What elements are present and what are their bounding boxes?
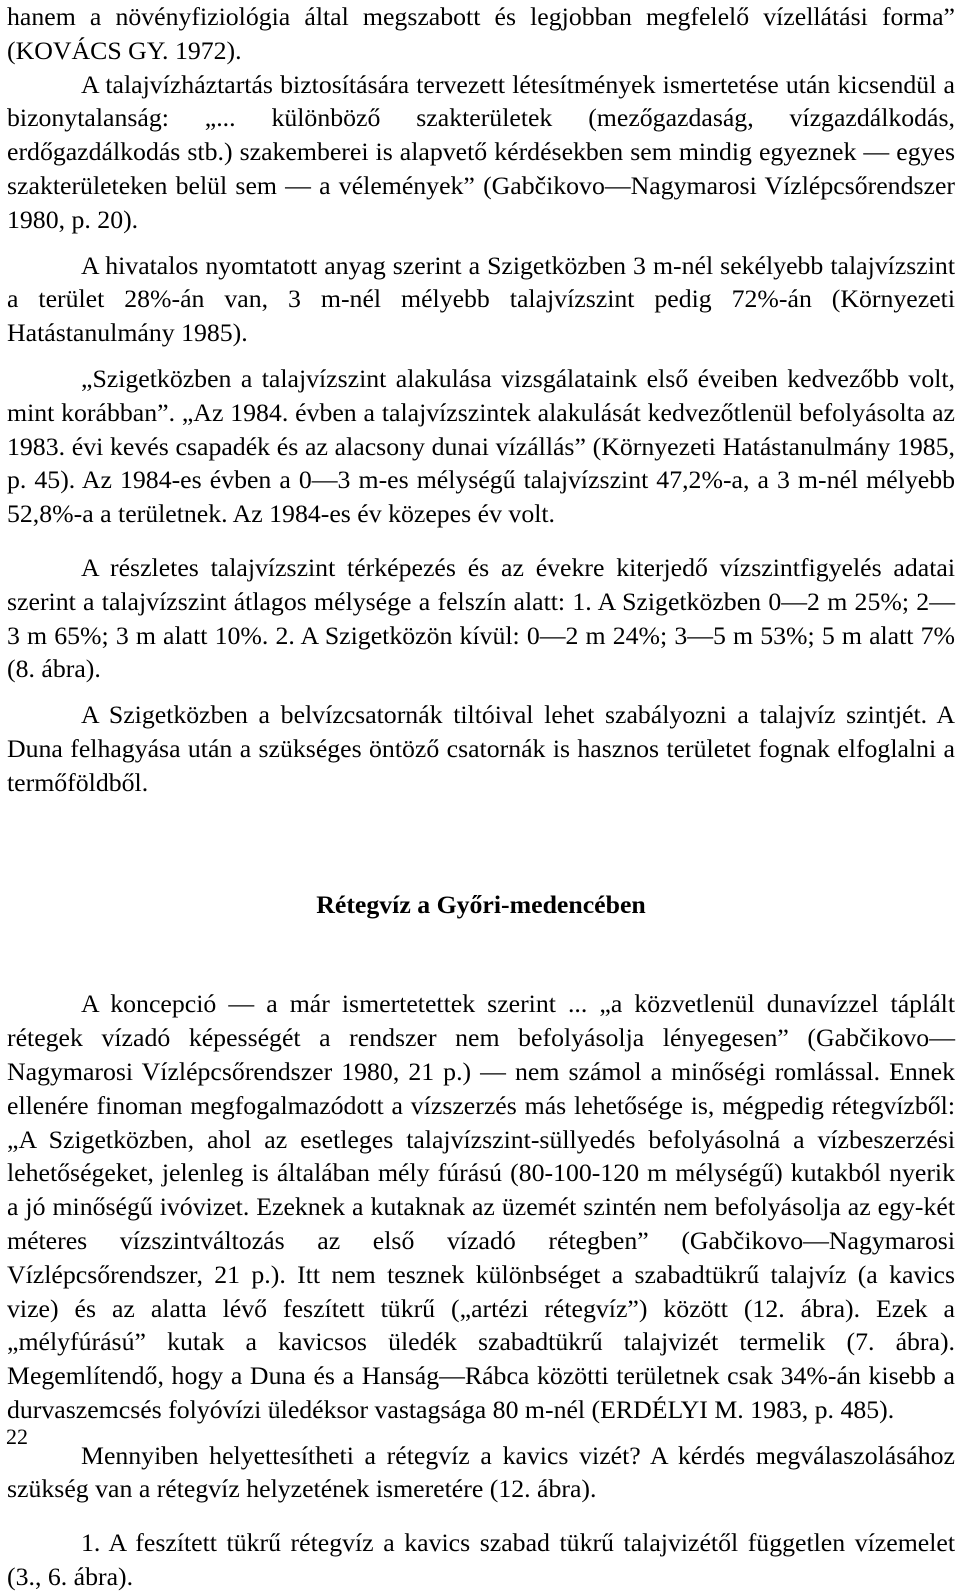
paragraph-2: A talajvízháztartás biztosítására tervezett létesítmények ismertetése után kicsendül a bizonytalanság: „... különböző szakterületek (mezőgazdaság, vízgazdálkodás, erdőgazdálkodás stb.) szakemberei is alapvető kérdésekben sem mindig egyeznek — egyes szakterületeken belül sem — a vélemények” (Gabčikovo—Nagymarosi Vízlépcsőrendszer 1980, p. 20). [7, 69, 955, 234]
paragraph-4: „Szigetközben a talajvízszint alakulása vizsgálataink első éveiben kedvezőbb volt, mint korábban”. „Az 1984. évben a talajvízszintek alakulását kedvezőtlenül befolyásolta az 1983. évi kevés csapadék és az alacsony dunai vízállás” (Környezeti Hatástanulmány 1985, p. 45). Az 1984-es évben a 0—3 m-es mélységű talajvízszint 47,2%-a, a 3 m-nél mélyebb 52,8%-a a területnek. Az 1984-es év közepes év volt. [7, 363, 955, 529]
text-body [7, 0, 955, 1594]
paragraph-6: A Szigetközben a belvízcsatornák tiltóival lehet szabályozni a talajvíz szintjét. A Duna felhagyása után a szükséges öntöző csatornák is hasznos területet fognak elfoglalni a termőföldből. [7, 700, 955, 797]
section-heading: Rétegvíz a Győri-medencében [316, 889, 646, 919]
paragraph-9: 1. A feszített tükrű rétegvíz a kavics szabad tükrű talajvizétől független vízemelet (3., 6. ábra). [7, 1528, 955, 1592]
paragraph-5: A részletes talajvízszint térképezés és az évekre kiterjedő vízszintfigyelés adatai szerint a talajvízszint átlagos mélysége a felszín alatt: 1. A Szigetközben 0—2 m 25%; 2—3 m 65%; 3 m alatt 10%. 2. A Szigetközön kívül: 0—2 m 24%; 3—5 m 53%; 5 m alatt 7% (8. ábra). [7, 552, 955, 684]
page-number: 22 [6, 1424, 28, 1449]
paragraph-8: Mennyiben helyettesítheti a rétegvíz a kavics vizét? A kérdés megválaszolásához szükség van a rétegvíz helyzetének ismeretére (12. ábra). [7, 1440, 955, 1504]
paragraph-7: A koncepció — a már ismertetettek szerint ... „a közvetlenül dunavízzel táplált rétegek vízadó képességét a rendszer nem befolyásolja lényegesen” (Gabčikovo—Nagymarosi Vízlépcsőrendszer 1980, 21 p.) — nem számol a minőségi romlással. Ennek ellenére finoman megfogalmazódott a vízszerzés más lehetősége is, mégpedig rétegvízből: „A Szigetközben, ahol az esetleges talajvízszint-süllyedés befolyásolná a vízbeszerzési lehetőségeket, jelenleg is általában mély fúrású (80-100-120 m mélységű) kutakból nyerik a jó minőségű ivóvizet. Ezeknek a kutaknak az üzemét szintén nem befolyásolja az egy-két méteres vízszintváltozás az első vízadó rétegben” (Gabčikovo—Nagymarosi Vízlépcsőrendszer, 21 p.). Itt nem tesznek különbséget a szabadtükrű talajvíz (a kavics vize) és az alatta lévő feszített tükrű („artézi rétegvíz”) között (12. ábra). Ezek a „mélyfúrású” kutak a kavicsos üledék szabadtükrű talajvizét termelik (7. ábra). Megemlítendő, hogy a Duna és a Hanság—Rábca közötti területnek csak 34%-án kisebb a durvaszemcsés folyóvízi üledéksor vastagsága 80 m-nél (ERDÉLYI M. 1983, p. 485). [7, 989, 955, 1424]
paragraph-1: hanem a növényfiziológia által megszabott és legjobban megfelelő vízellátási forma” (KOVÁCS GY. 1972). [7, 2, 955, 65]
paragraph-3: A hivatalos nyomtatott anyag szerint a Szigetközben 3 m-nél sekélyebb talajvízszint a terület 28%-án van, 3 m-nél mélyebb talajvízszint pedig 72%-án (Környezeti Hatástanulmány 1985). [7, 250, 955, 348]
